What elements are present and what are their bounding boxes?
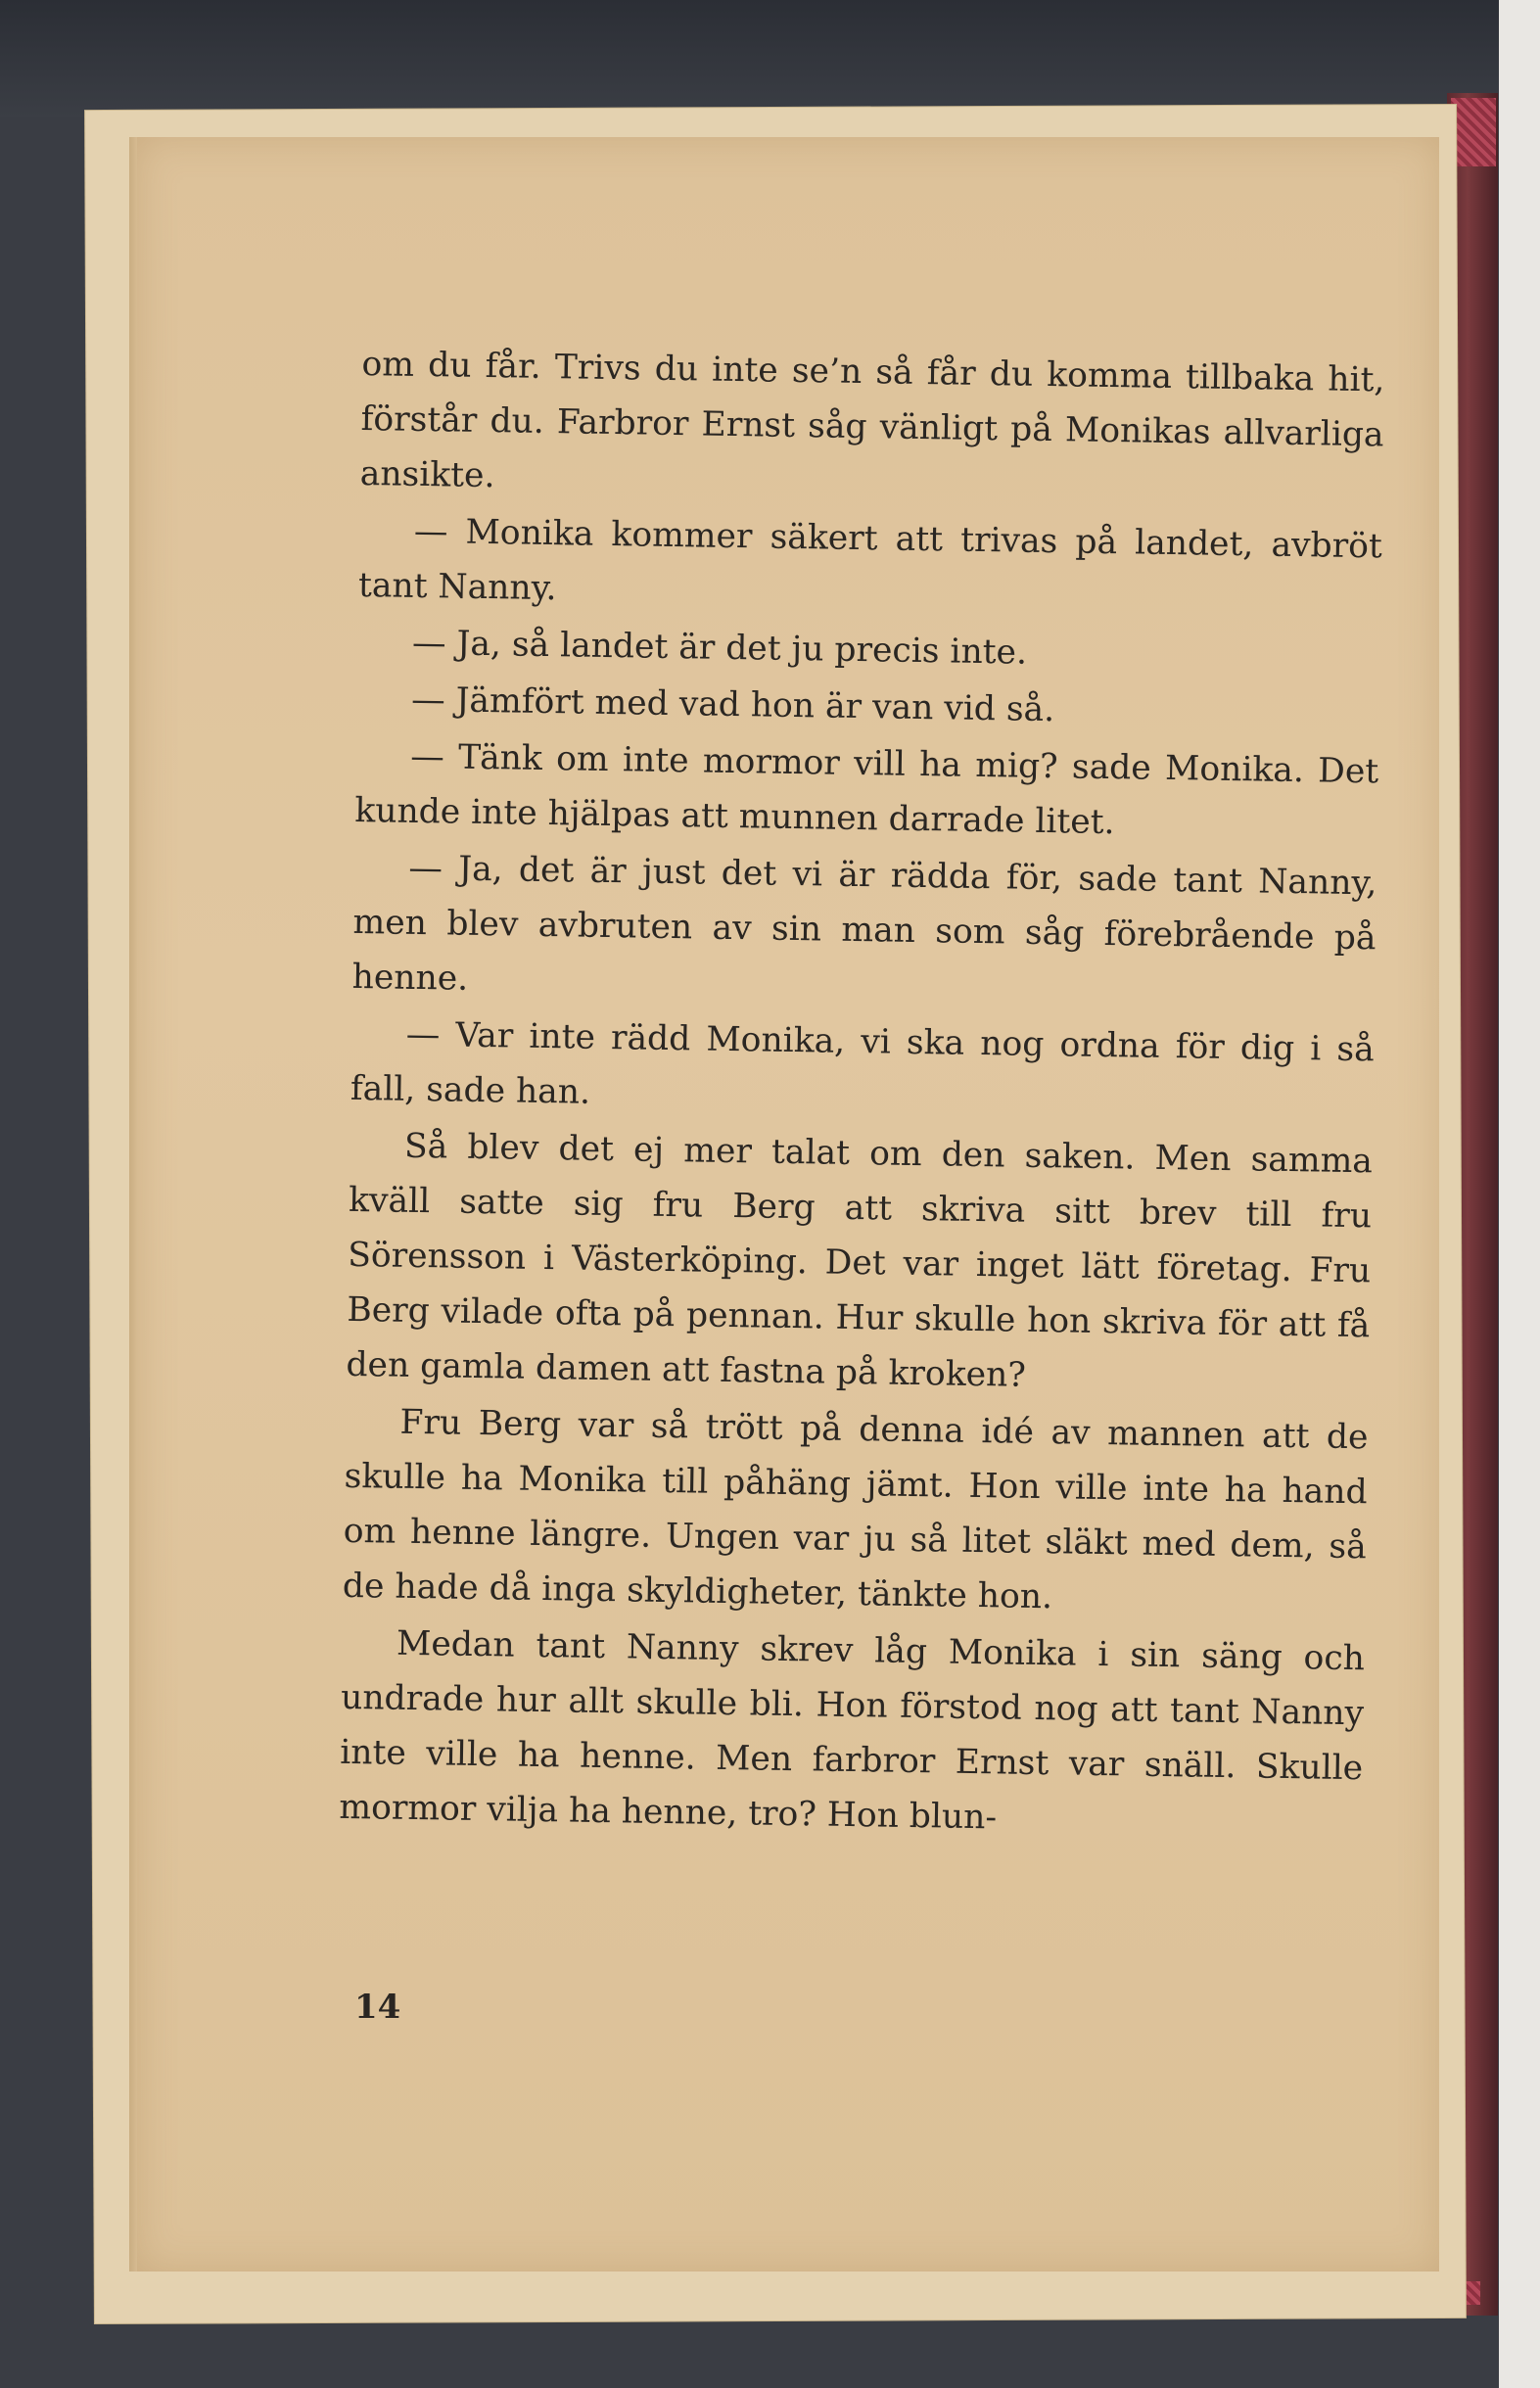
paragraph: — Ja, så landet är det ju precis inte. <box>411 623 1028 673</box>
paragraph: — Monika kommer säkert att trivas på landet, avbröt tant Nanny. <box>357 511 1383 609</box>
paragraph: — Ja, det är just det vi är rädda för, sade tant Nanny, men blev avbruten av sin man som såg förebrående på henne. <box>351 848 1377 999</box>
spine-cloth-top <box>1451 98 1496 166</box>
page-number: 14 <box>354 1988 401 2027</box>
paragraph: Så blev det ej mer talat om den saken. Men samma kväll satte sig fru Berg att skriva sitt brev till fru Sörensson i Västerköping. Det var inget lätt företag. Fru Berg vilade ofta på pennan. Hur skulle hon skriva för att få den gamla damen att fastna på kroken? <box>346 1126 1374 1395</box>
background-top <box>0 0 1540 117</box>
paragraph: Medan tant Nanny skrev låg Monika i sin säng och undrade hur allt skulle bli. Hon förstod nog att tant Nanny inte ville ha henne. Men farbror Ernst var snäll. Skulle mormor vilja ha henne, tro? Hon blun- <box>339 1623 1366 1838</box>
paragraph: — Tänk om inte mormor vill ha mig? sade Monika. Det kunde inte hjälpas att munnen darrade litet. <box>354 736 1379 843</box>
paragraph: om du får. Trivs du inte se’n så får du komma tillbaka hit, förstår du. Farbror Ernst såg vänligt på Monikas allvarliga ansikte. <box>359 344 1385 496</box>
background-right <box>1499 0 1540 2388</box>
page-text <box>339 337 1385 1852</box>
paragraph: Fru Berg var så trött på denna idé av mannen att de skulle ha Monika till påhäng jämt. Hon ville inte ha hand om henne längre. Ungen var ju så litet släkt med dem, så de hade då inga skyldigheter, tänkte hon. <box>342 1402 1369 1617</box>
paragraph: — Var inte rädd Monika, vi ska nog ordna för dig i så fall, sade han. <box>350 1014 1376 1112</box>
paragraph: — Jämfört med vad hon är van vid så. <box>410 679 1055 730</box>
